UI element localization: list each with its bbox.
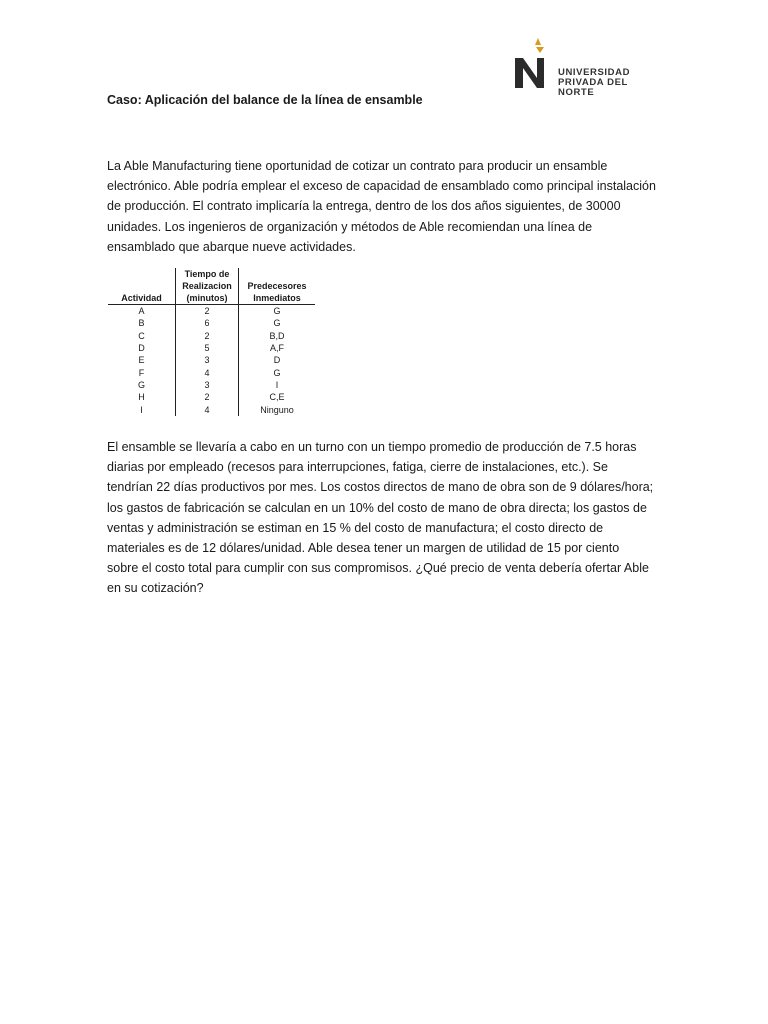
cell-actividad: C <box>108 330 176 342</box>
table-row <box>108 305 315 318</box>
intro-line: electrónico. Able podría emplear el exceso de capacidad de ensamblado como principal instalación <box>107 179 656 194</box>
table-row <box>108 391 315 403</box>
university-name <box>558 68 666 98</box>
intro-line: unidades. Los ingenieros de organización y métodos de Able recomiendan una línea de <box>107 219 593 234</box>
table-row <box>108 342 315 354</box>
header-actividad: Actividad <box>108 268 176 305</box>
cell-actividad: I <box>108 403 176 415</box>
logo-line-1: UNIVERSIDAD <box>558 67 631 78</box>
cell-actividad: E <box>108 354 176 366</box>
cell-predecesores: G <box>273 306 281 317</box>
cell-predecesores: B,D <box>269 330 285 341</box>
intro-line: de producción. El contrato implicaría la entrega, dentro de los dos años siguientes, de 30000 <box>107 199 621 214</box>
cell-tiempo: 2 <box>176 305 239 318</box>
cell-tiempo: 5 <box>176 342 239 354</box>
intro-line: ensamblado que abarque nueve actividades. <box>107 239 356 254</box>
table-header-row <box>108 268 315 305</box>
cell-tiempo: 6 <box>176 317 239 329</box>
cell-actividad: D <box>108 342 176 354</box>
cell-predecesores: I <box>275 379 279 390</box>
header-predecesores: Predecesores Inmediatos <box>239 268 316 305</box>
cell-tiempo: 3 <box>176 354 239 366</box>
cell-actividad: A <box>108 305 176 318</box>
body-line: ventas y administración se estiman en 15 % del costo de manufactura; el costo directo de <box>107 520 604 535</box>
problem-paragraph <box>107 437 672 599</box>
body-line: materiales es de 12 dólares/unidad. Able desea tener un margen de utilidad de 15 por ciento <box>107 541 620 556</box>
cell-actividad: H <box>108 391 176 403</box>
cell-predecesores: C,E <box>269 392 285 403</box>
logo-line-2: PRIVADA DEL NORTE <box>558 77 628 98</box>
cell-predecesores: G <box>273 367 281 378</box>
body-line: sobre el costo total para cumplir con sus compromisos. ¿Qué precio de venta debería ofertar Able <box>107 561 649 576</box>
cell-actividad: F <box>108 366 176 378</box>
cell-tiempo: 4 <box>176 403 239 415</box>
table-row <box>108 354 315 366</box>
cell-actividad: B <box>108 317 176 329</box>
body-line: tendrían 22 días productivos por mes. Los costos directos de mano de obra son de 9 dólares/hora; <box>107 480 654 495</box>
body-line: El ensamble se llevaría a cabo en un turno con un tiempo promedio de producción de 7.5 horas <box>107 440 637 454</box>
cell-actividad: G <box>108 379 176 391</box>
body-line: los gastos de fabricación se calculan en un 10% del costo de mano de obra directa; los gastos de <box>107 500 647 515</box>
cell-tiempo: 2 <box>176 391 239 403</box>
table-row <box>108 379 315 391</box>
cell-tiempo: 4 <box>176 366 239 378</box>
cell-predecesores: A,F <box>269 343 284 354</box>
table-row <box>108 403 315 415</box>
cell-predecesores: G <box>273 318 281 329</box>
body-line: en su cotización? <box>107 581 204 596</box>
upn-n-logo-icon <box>510 36 552 90</box>
cell-tiempo: 3 <box>176 379 239 391</box>
table-row <box>108 317 315 329</box>
body-line: diarias por empleado (recesos para interrupciones, fatiga, cierre de instalaciones, etc.). Se <box>107 460 608 475</box>
cell-predecesores: Ninguno <box>260 404 294 415</box>
intro-line: La Able Manufacturing tiene oportunidad de cotizar un contrato para producir un ensamble <box>107 159 608 173</box>
cell-predecesores: D <box>273 355 281 366</box>
table-row <box>108 366 315 378</box>
cell-tiempo: 2 <box>176 330 239 342</box>
case-title: Caso: Aplicación del balance de la línea de ensamble <box>107 93 423 107</box>
table-row <box>108 330 315 342</box>
intro-paragraph <box>107 156 672 257</box>
header-tiempo: Tiempo de Realizacion (minutos) <box>176 268 239 305</box>
activities-table <box>108 268 315 416</box>
university-logo <box>506 34 666 98</box>
